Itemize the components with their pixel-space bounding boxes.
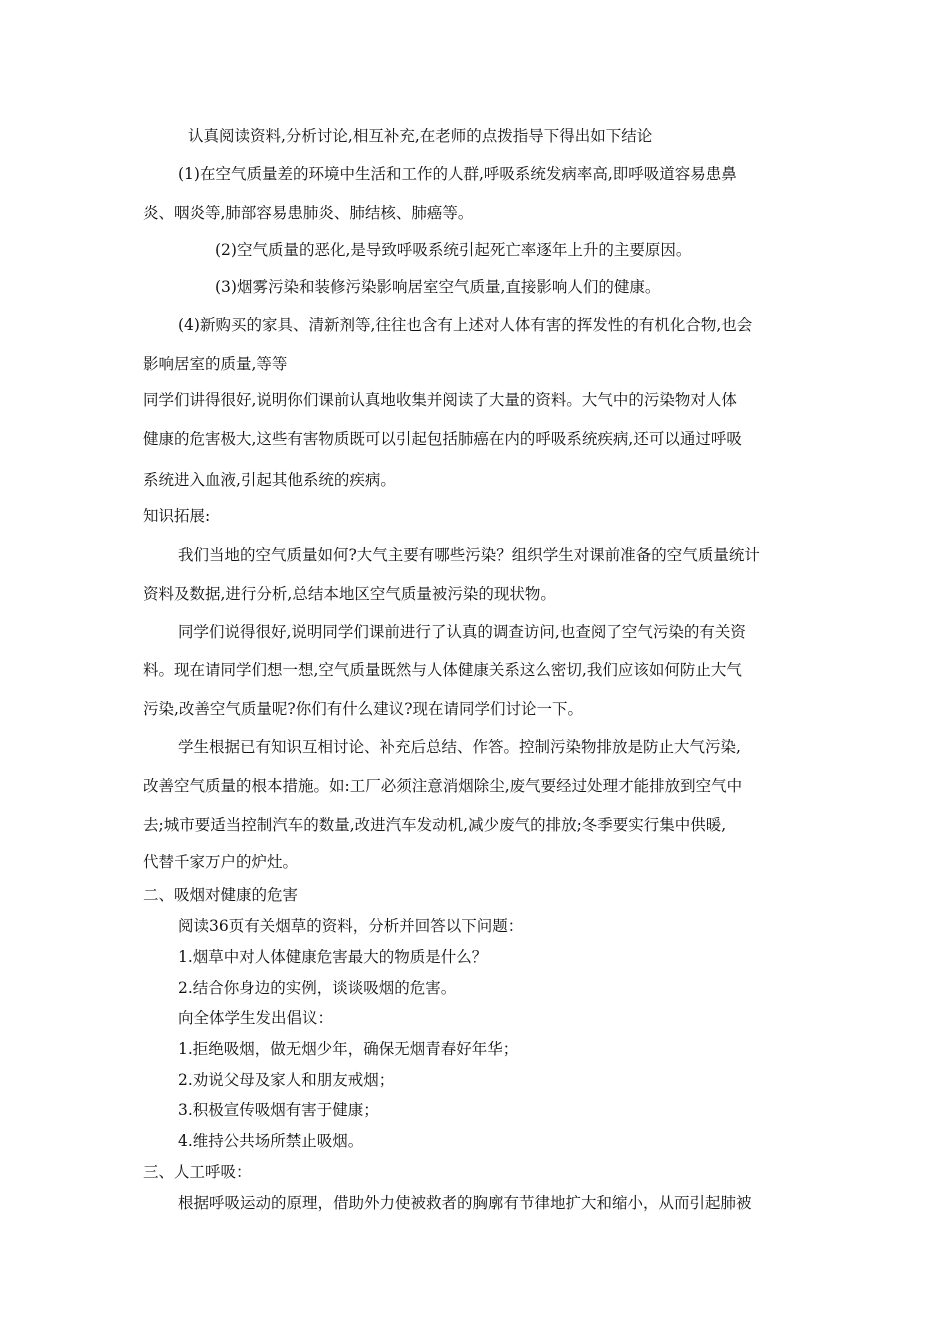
- list-item: 2.结合你身边的实例，谈谈吸烟的危害。: [178, 979, 457, 997]
- paragraph-line: 根据呼吸运动的原理，借助外力使被救者的胸廓有节律地扩大和缩小，从而引起肺被: [178, 1194, 752, 1212]
- paragraph-line: 去;城市要适当控制汽车的数量,改进汽车发动机,减少废气的排放;冬季要实行集中供暖,: [143, 816, 727, 834]
- paragraph-line: 健康的危害极大,这些有害物质既可以引起包括肺癌在内的呼吸系统疾病,还可以通过呼吸: [143, 430, 742, 448]
- paragraph-line: 认真阅读资料,分析讨论,相互补充,在老师的点拨指导下得出如下结论: [188, 127, 653, 145]
- paragraph-line: 料。现在请同学们想一想,空气质量既然与人体健康关系这么密切,我们应该如何防止大气: [143, 661, 742, 679]
- section-heading: 二、吸烟对健康的危害: [143, 886, 299, 904]
- list-item: 3.积极宣传吸烟有害于健康；: [178, 1101, 379, 1119]
- paragraph-line: 污染,改善空气质量呢?你们有什么建议?现在请同学们讨论一下。: [143, 700, 584, 718]
- list-item: 4.维持公共场所禁止吸烟。: [178, 1132, 364, 1150]
- paragraph-line: 学生根据已有知识互相讨论、补充后总结、作答。控制污染物排放是防止大气污染,: [178, 738, 741, 756]
- paragraph-line: (1)在空气质量差的环境中生活和工作的人群,呼吸系统发病率高,即呼吸道容易患鼻: [178, 165, 737, 183]
- paragraph-line: 影响居室的质量,等等: [143, 355, 288, 373]
- paragraph-line: 代替千家万户的炉灶。: [143, 853, 299, 871]
- paragraph-line: 改善空气质量的根本措施。如:工厂必须注意消烟除尘,废气要经过处理才能排放到空气中: [143, 777, 743, 795]
- paragraph-line: 炎、咽炎等,肺部容易患肺炎、肺结核、肺癌等。: [143, 204, 474, 222]
- paragraph-line: 向全体学生发出倡议：: [178, 1009, 334, 1027]
- paragraph-line: 我们当地的空气质量如何?大气主要有哪些污染？组织学生对课前准备的空气质量统计: [178, 546, 760, 564]
- section-heading: 知识拓展:: [143, 507, 211, 525]
- paragraph-line: 同学们讲得很好,说明你们课前认真地收集并阅读了大量的资料。大气中的污染物对人体: [143, 391, 737, 409]
- paragraph-line: 系统进入血液,引起其他系统的疾病。: [143, 471, 396, 489]
- list-item: 1.烟草中对人体健康危害最大的物质是什么？: [178, 948, 488, 966]
- paragraph-line: (2)空气质量的恶化,是导致呼吸系统引起死亡率逐年上升的主要原因。: [215, 241, 692, 259]
- section-heading: 三、人工呼吸：: [143, 1163, 252, 1181]
- paragraph-line: (3)烟雾污染和装修污染影响居室空气质量,直接影响人们的健康。: [215, 278, 661, 296]
- list-item: 1.拒绝吸烟，做无烟少年，确保无烟青春好年华；: [178, 1040, 519, 1058]
- paragraph-line: 同学们说得很好,说明同学们课前进行了认真的调查访问,也查阅了空气污染的有关资: [178, 623, 746, 641]
- paragraph-line: 资料及数据,进行分析,总结本地区空气质量被污染的现状物。: [143, 585, 556, 603]
- paragraph-line: (4)新购买的家具、清新剂等,往往也含有上述对人体有害的挥发性的有机化合物,也会: [178, 316, 753, 334]
- list-item: 2.劝说父母及家人和朋友戒烟；: [178, 1071, 395, 1089]
- paragraph-line: 阅读36页有关烟草的资料，分析并回答以下问题：: [178, 917, 524, 935]
